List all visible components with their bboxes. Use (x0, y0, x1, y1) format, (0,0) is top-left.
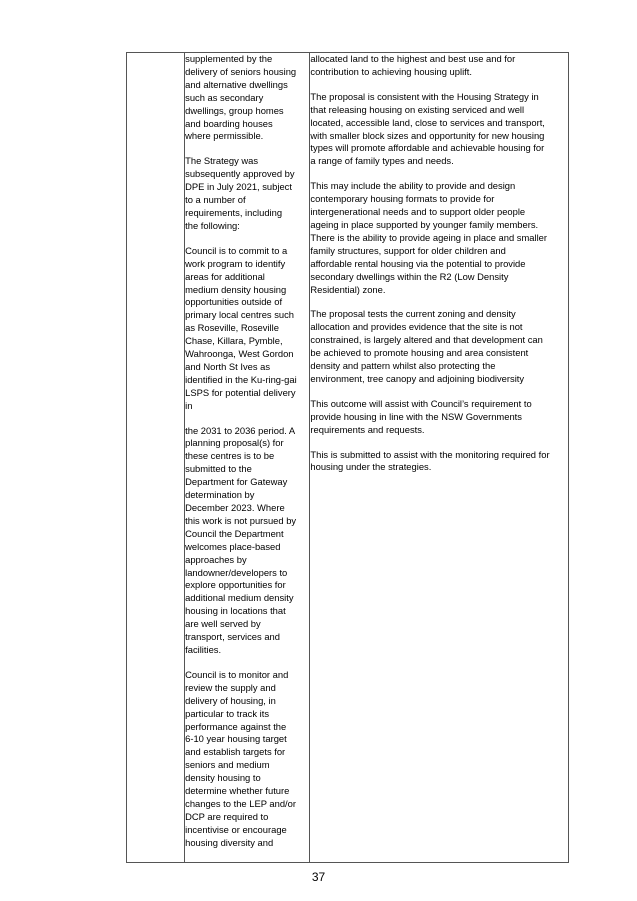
right-paragraph-4: The proposal tests the current zoning and density allocation and provides evidence that the site is not constrained, is largely altered and that development can be achieved to promote housing and area consistent density and pattern whilst also protecting the environment, tree canopy and adjoining biodiversity (310, 308, 543, 384)
page-number: 37 (311, 870, 326, 884)
right-paragraph-1: allocated land to the highest and best use and for contribution to achieving housing uplift. (310, 53, 516, 77)
right-paragraph-2: The proposal is consistent with the Housing Strategy in that releasing housing on existing serviced and well located, accessible land, close to services and transport, with smaller block sizes and opportunity for new housing types will promote affordable and achievable housing for a range of family types and needs. (310, 90, 545, 167)
strategy-requirements-cell (185, 53, 310, 863)
right-paragraph-5: This outcome will assist with Council’s requirement to provide housing in line with the NSW Governments requirements and requests. (310, 397, 532, 435)
proposal-response-cell (310, 53, 569, 863)
middle-paragraph-1: supplemented by the delivery of seniors housing and alternative dwellings such as secondary dwellings, group homes and boarding houses where permissible. (185, 53, 297, 142)
middle-paragraph-3: Council is to commit to a work program to identify areas for additional medium density housing opportunities outside of primary local centres such as Roseville, Roseville Chase, Killara, Pymble, Wahroonga, West Gordon and North St Ives as identified in the Ku-ring-gai LSPS for potential delivery in (185, 244, 297, 411)
document-table (126, 52, 569, 863)
middle-paragraph-2: The Strategy was subsequently approved by DPE in July 2021, subject to a number of requirements, including the following: (185, 155, 295, 231)
empty-first-column-cell (127, 53, 185, 863)
table-row (127, 53, 569, 863)
right-paragraph-6: This is submitted to assist with the monitoring required for housing under the strategies. (310, 448, 550, 473)
right-paragraph-3: This may include the ability to provide and design contemporary housing formats to provide for intergenerational needs and to support older people ageing in place supported by younger family members. There is the ability to provide ageing in place and smaller family structures, support for older children and affordable rental housing via the potential to provide secondary dwellings within the R2 (Low Density Residential) zone. (310, 180, 547, 295)
middle-paragraph-4: the 2031 to 2036 period. A planning proposal(s) for these centres is to be submitted to the Department for Gateway determination by December 2023. Where this work is not pursued by Council the Department welcomes place-based approaches by landowner/developers to explore opportunities for additional medium density housing in locations that are well served by transport, services and facilities. (185, 424, 297, 655)
middle-paragraph-5: Council is to monitor and review the supply and delivery of housing, in particular to track its performance against the 6-10 year housing target and establish targets for seniors and medium density housing to determine whether future changes to the LEP and/or DCP are required to incentivise or encourage housing diversity and (185, 668, 296, 848)
